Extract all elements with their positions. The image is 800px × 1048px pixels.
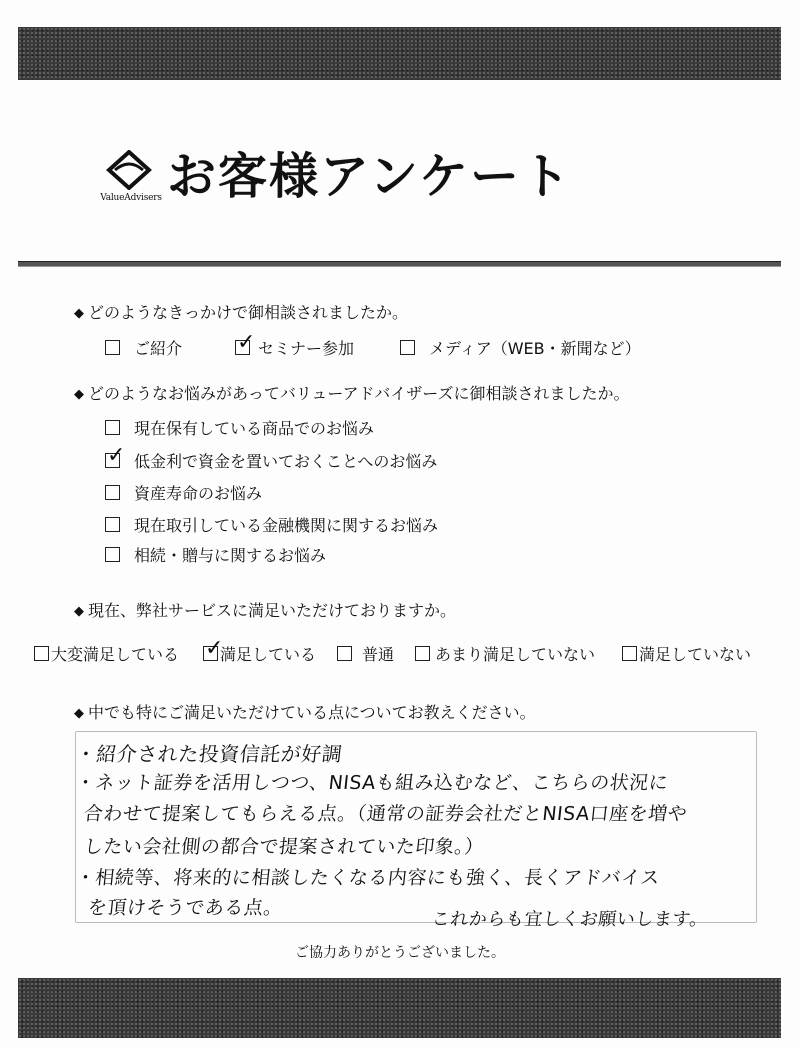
q3-option-not-very-satisfied[interactable]: あまり満足していない — [415, 642, 595, 665]
checkbox-checked[interactable] — [235, 340, 250, 355]
q2-option-asset-life[interactable]: 資産寿命のお悩み — [105, 481, 262, 504]
q2-option-low-interest[interactable]: ✓ 低金利で資金を置いておくことへのお悩み — [105, 449, 437, 472]
question-3-text: 現在、弊社サービスに満足いただけておりますか。 — [88, 601, 457, 620]
q1-option-seminar[interactable]: ✓ セミナー参加 — [235, 336, 354, 359]
q2-option-inheritance[interactable]: 相続・贈与に関するお悩み — [105, 543, 326, 566]
question-2 — [74, 381, 629, 404]
checkbox[interactable] — [337, 646, 352, 661]
question-1-text: どのようなきっかけで御相談されましたか。 — [88, 303, 409, 322]
answer-line: これからも宜しくお願いします。 — [430, 909, 710, 930]
page-title: お客様アンケート — [167, 148, 573, 205]
diamond-bullet-icon: ◆ — [74, 306, 84, 321]
divider — [18, 261, 781, 267]
diamond-bullet-icon: ◆ — [74, 387, 84, 402]
checkbox-checked[interactable] — [105, 453, 120, 468]
q2-option-current-holdings[interactable]: 現在保有している商品でのお悩み — [105, 416, 374, 439]
answer-line: ・相続等、将来的に相談したくなる内容にも強く、長くアドバイス — [74, 867, 662, 889]
question-2-text: どのようなお悩みがあってバリューアドバイザーズに御相談されましたか。 — [88, 384, 630, 403]
checkbox-checked[interactable] — [203, 646, 218, 661]
question-3 — [74, 598, 456, 621]
logo-text: ValueAdvisers — [100, 193, 162, 203]
answer-line: したい会社側の都合で提案されていた印象。） — [82, 836, 486, 858]
header-bar — [18, 27, 781, 80]
diamond-logo-icon — [106, 150, 152, 190]
question-4 — [74, 700, 536, 723]
answer-line: ・ネット証券を活用しつつ、NISAも組み込むなど、こちらの状況に — [74, 772, 670, 794]
checkbox[interactable] — [622, 646, 637, 661]
checkbox[interactable] — [105, 340, 120, 355]
question-1 — [74, 300, 408, 323]
question-4-text: 中でも特にご満足いただけている点についてお教えください。 — [88, 703, 536, 722]
checkbox[interactable] — [105, 547, 120, 562]
q1-option-media[interactable]: メディア（WEB・新聞など） — [400, 336, 641, 359]
q2-option-financial-institution[interactable]: 現在取引している金融機関に関するお悩み — [105, 513, 438, 536]
diamond-bullet-icon: ◆ — [74, 706, 84, 721]
checkbox[interactable] — [105, 517, 120, 532]
q3-option-very-satisfied[interactable]: 大変満足している — [34, 642, 179, 665]
q3-option-satisfied[interactable]: ✓ 満足している — [203, 642, 316, 665]
thanks-message: ご協力ありがとうございました。 — [295, 945, 505, 961]
checkbox[interactable] — [105, 420, 120, 435]
answer-line: 合わせて提案してもらえる点。（通常の証券会社だとNISA口座を増や — [82, 803, 689, 825]
answer-line: ・紹介された投資信託が好調 — [74, 742, 344, 766]
checkbox[interactable] — [105, 485, 120, 500]
answer-line: を頂けそうである点。 — [86, 897, 285, 919]
checkbox[interactable] — [400, 340, 415, 355]
footer-bar — [18, 978, 781, 1038]
checkbox[interactable] — [415, 646, 430, 661]
checkbox[interactable] — [34, 646, 49, 661]
company-logo — [96, 150, 162, 210]
q3-option-not-satisfied[interactable]: 満足していない — [622, 642, 751, 665]
diamond-bullet-icon: ◆ — [74, 604, 84, 619]
q3-option-neutral[interactable]: 普通 — [337, 642, 394, 665]
q1-option-referral[interactable]: ご紹介 — [105, 336, 182, 359]
